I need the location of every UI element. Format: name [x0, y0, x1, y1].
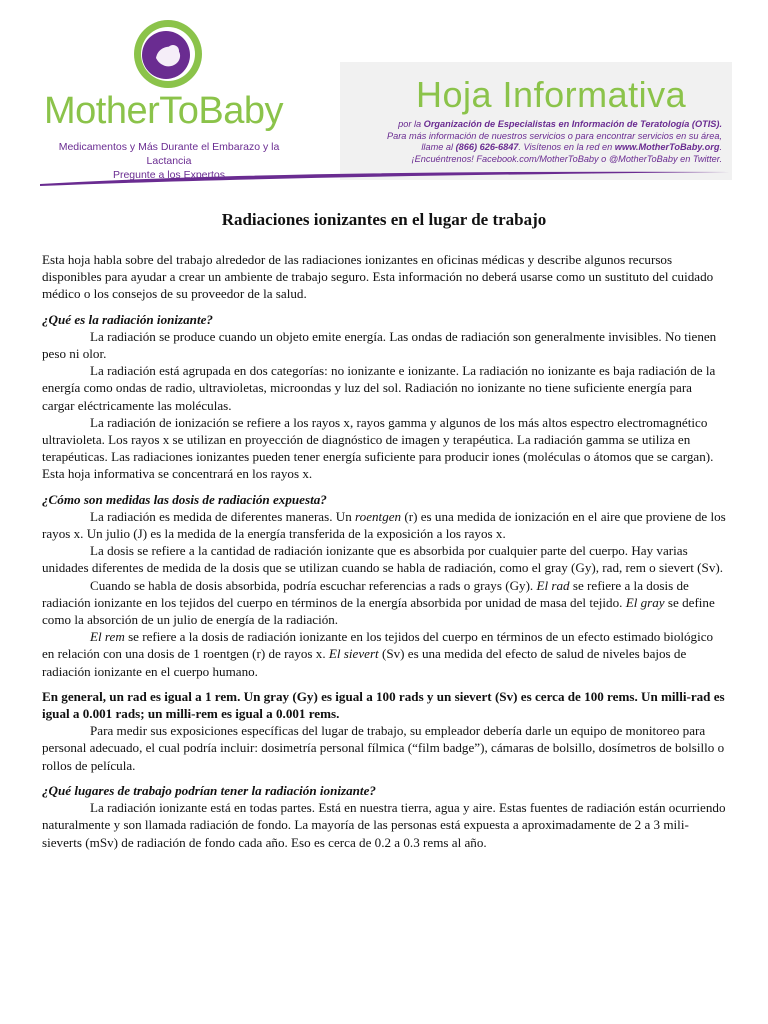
- paragraph: El rem se refiere a la dosis de radiación ionizante en los tejidos del cuerpo en términos de un efecto estimado biológico en relación con una dosis de 1 roentgen (r) de rayos x. El sievert (Sv) es una medida del efecto de salud de niveles bajos de radiación ionizante en el cuerpo humano.: [42, 629, 714, 679]
- header-swoosh: [40, 166, 730, 188]
- paragraph: Cuando se habla de dosis absorbida, podría escuchar referencias a rads o grays (Gy). El rad se refiere a la dosis de radiación ionizante en los tejidos del cuerpo en términos de la energía absorbida por unidad de masa del tejido. El gray se define como la absorción de un julio de energía de la radiación.: [42, 577, 715, 628]
- section-heading-que-es: ¿Qué es la radiación ionizante?: [42, 311, 213, 327]
- tagline-line-2: Pregunte a los Expertos: [112, 169, 226, 181]
- info-line-4: ¡Encuéntrenos! Facebook.com/MotherToBaby o @MotherToBaby en Twitter.: [411, 153, 722, 164]
- phone-number: (866) 626-6847: [455, 142, 519, 152]
- header-contact-info: [340, 119, 722, 165]
- section-heading-como-medidas: ¿Cómo son medidas las dosis de radiación expuesta?: [42, 491, 327, 507]
- paragraph: La radiación se produce cuando un objeto emite energía. Las ondas de radiación son generalmente invisibles. No tienen peso ni olor.: [42, 328, 717, 362]
- bold-summary-paragraph: En general, un rad es igual a 1 rem. Un gray (Gy) es igual a 100 rads y un sievert (Sv) es cerca de 100 rems. Un milli-rad es igual a 0.001 rads; un milli-rem es igual a 0.001 rems.: [42, 688, 725, 722]
- paragraph: La radiación es medida de diferentes maneras. Un roentgen (r) es una medida de ionización en el aire que proviene de los rayos x. Un julio (J) es la medida de la energía transferida de la exposición a los rayos x.: [42, 508, 726, 542]
- paragraph: Para medir sus exposiciones específicas del lugar de trabajo, su empleador debería darle un equipo de monitoreo para personal adecuado, el cual podría incluir: dosimetría personal fílmica (“film badge”), cámaras de bolsillo, dosímetros de bolsillo o rollos de película.: [42, 723, 725, 773]
- website-link[interactable]: www.MotherToBaby.org: [614, 142, 720, 152]
- info-line-3: llame al (866) 626-6847. Visítenos en la red en www.MotherToBaby.org.: [421, 142, 722, 152]
- header-title: Hoja Informativa: [416, 74, 687, 115]
- section-heading-lugares: ¿Qué lugares de trabajo podrían tener la radiación ionizante?: [42, 782, 376, 798]
- paragraph: La dosis se refiere a la cantidad de radiación ionizante que es absorbida por cualquier parte del cuerpo. Hay varias unidades diferentes de medida de la dosis que se utilizan cuando se habla de radiación, como el gray (Gy), rad, rem o sievert (Sv).: [42, 543, 724, 576]
- info-line-1: por la Organización de Especialistas en Información de Teratología (OTIS).: [398, 119, 722, 129]
- info-line-2: Para más información de nuestros servicios o para encontrar servicios en su área,: [387, 130, 722, 141]
- document-body: [42, 251, 726, 851]
- intro-paragraph: Esta hoja habla sobre del trabajo alrededor de las radiaciones ionizantes en oficinas médicas y describe algunos recursos disponibles para ayudar a crear un ambiente de trabajo seguro. Esta información no deberá usarse como un sustituto del cuidado médico o los consejos de su proveedor de la salud.: [42, 252, 714, 302]
- page-title: Radiaciones ionizantes en el lugar de trabajo: [221, 210, 547, 229]
- header: [0, 0, 768, 200]
- tagline-line-1: Medicamentos y Más Durante el Embarazo y la Lactancia: [58, 141, 280, 167]
- brand-name: MotherToBaby: [44, 90, 284, 132]
- paragraph: La radiación está agrupada en dos categorías: no ionizante e ionizante. La radiación no ionizante es baja radiación de la energía como ondas de radio, ultravioletas, microondas y luz del sol. Radiación no ionizante no tiene suficiente energía para cargar eléctricamente las moléculas.: [42, 363, 716, 413]
- paragraph: La radiación ionizante está en todas partes. Está en nuestra tierra, agua y aire. Estas fuentes de radiación están ocurriendo naturalmente y son llamada radiación de fondo. La mayoría de las personas está expuesta a aproximadamente de 2 a 3 mili-sieverts (mSv) de radiación de fondo cada año. Eso es cerca de 0.2 a 0.3 rems al año.: [42, 800, 726, 850]
- mothertobaby-logo-icon: [128, 18, 210, 90]
- paragraph: La radiación de ionización se refiere a los rayos x, rayos gamma y algunos de los más altos espectro electromagnético ultravioleta. Los rayos x se utilizan en proyección de diagnóstico de imagen y terapéutica. La radiación gamma se utiliza en terapéuticas. Las radiaciones ionizantes pueden tener energía suficiente para producir iones (moléculas o átomos que se cargan). Esta hoja informativa se concentrará en los rayos x.: [42, 414, 714, 482]
